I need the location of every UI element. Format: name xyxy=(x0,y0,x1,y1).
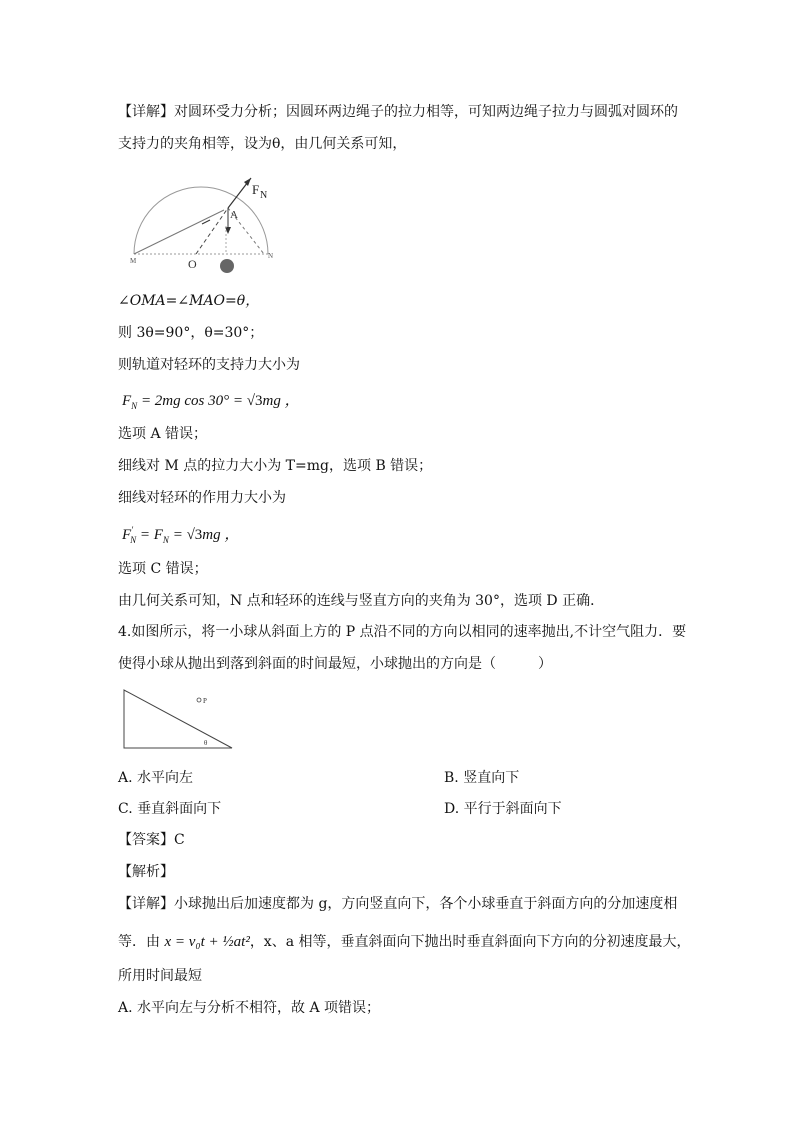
option-a-wrong: 选项 A 错误； xyxy=(118,426,208,442)
theta-equation: 则 3θ=90°，θ=30°； xyxy=(118,325,264,341)
tension-statement: 细线对 M 点的拉力大小为 T=mg，选项 B 错误； xyxy=(118,458,433,474)
detail-line-2 xyxy=(118,932,691,952)
eq2-mid-sub: N xyxy=(162,535,169,545)
detail-line-2-pre: 等．由 xyxy=(118,934,165,950)
support-force-intro: 则轨道对轻环的支持力大小为 xyxy=(118,357,300,373)
force-intro: 细线对轻环的作用力大小为 xyxy=(118,490,286,506)
point-n-label: N xyxy=(268,252,274,260)
question-4-line-2: 使得小球从抛出到落到斜面的时间最短，小球抛出的方向是（ ） xyxy=(118,656,552,672)
answer-line: 【答案】C xyxy=(118,832,185,848)
eq2-tail: mg ， xyxy=(202,527,240,543)
eq2-eq: = xyxy=(168,527,187,543)
detail-line-2-post: ，x、a 相等，垂直斜面向下抛出时垂直斜面向下方向的分初速度最大， xyxy=(249,934,691,950)
paragraph-detail-2: 支持力的夹角相等，设为θ，由几何关系可知， xyxy=(118,136,407,152)
eq2-sqrt: √3 xyxy=(186,527,203,543)
angle-equation: ∠OMA=∠MAO=θ， xyxy=(118,293,260,309)
option-b[interactable]: B. 竖直向下 xyxy=(444,770,520,786)
point-p-label: P xyxy=(203,697,207,705)
question-4-line-1: 4.如图所示，将一小球从斜面上方的 P 点沿不同的方向以相同的速率抛出,不计空气阻力．要 xyxy=(118,624,687,640)
fn-sub-label: N xyxy=(260,190,268,201)
eq2-lhs-sub: N xyxy=(130,535,137,545)
eq1-mid: = 2mg cos 30° = xyxy=(137,393,247,409)
theta-label: θ xyxy=(204,739,208,747)
option-a[interactable]: A. 水平向左 xyxy=(118,770,194,786)
eq1-lhs: F xyxy=(122,393,132,409)
eq2-prime: ' xyxy=(131,525,134,535)
incline-diagram xyxy=(118,686,238,752)
option-c-wrong: 选项 C 错误； xyxy=(118,561,208,577)
eq1-tail: mg ， xyxy=(262,393,300,409)
support-force-equation xyxy=(122,389,300,411)
point-o-label: O xyxy=(188,257,197,271)
detail-line-1: 【详解】小球抛出后加速度都为 g，方向竖直向下，各个小球垂直于斜面方向的分加速度相 xyxy=(118,896,678,912)
point-m-label: M xyxy=(130,257,137,265)
force-equation xyxy=(122,523,239,545)
point-a-label: A xyxy=(230,209,238,221)
option-c[interactable]: C. 垂直斜面向下 xyxy=(118,801,222,817)
option-d[interactable]: D. 平行于斜面向下 xyxy=(444,801,562,817)
analysis-heading: 【解析】 xyxy=(118,864,174,880)
detail-line-3: 所用时间最短 xyxy=(118,968,202,984)
geometry-statement: 由几何关系可知，N 点和轻环的连线与竖直方向的夹角为 30°，选项 D 正确． xyxy=(118,593,605,609)
eq2-mid: = F xyxy=(136,527,163,543)
eq1-sqrt: √3 xyxy=(246,393,263,409)
eq2-lhs: F xyxy=(122,527,132,543)
kinematics-equation: x = v₀t + ½at² xyxy=(164,934,250,950)
ring-force-diagram xyxy=(126,168,286,278)
fn-label: F xyxy=(252,182,260,197)
eq1-lhs-sub: N xyxy=(131,401,138,411)
detail-line-4: A. 水平向左与分析不相符，故 A 项错误； xyxy=(118,1000,381,1016)
paragraph-detail-1: 【详解】对圆环受力分析；因圆环两边绳子的拉力相等，可知两边绳子拉力与圆弧对圆环的 xyxy=(118,104,678,120)
